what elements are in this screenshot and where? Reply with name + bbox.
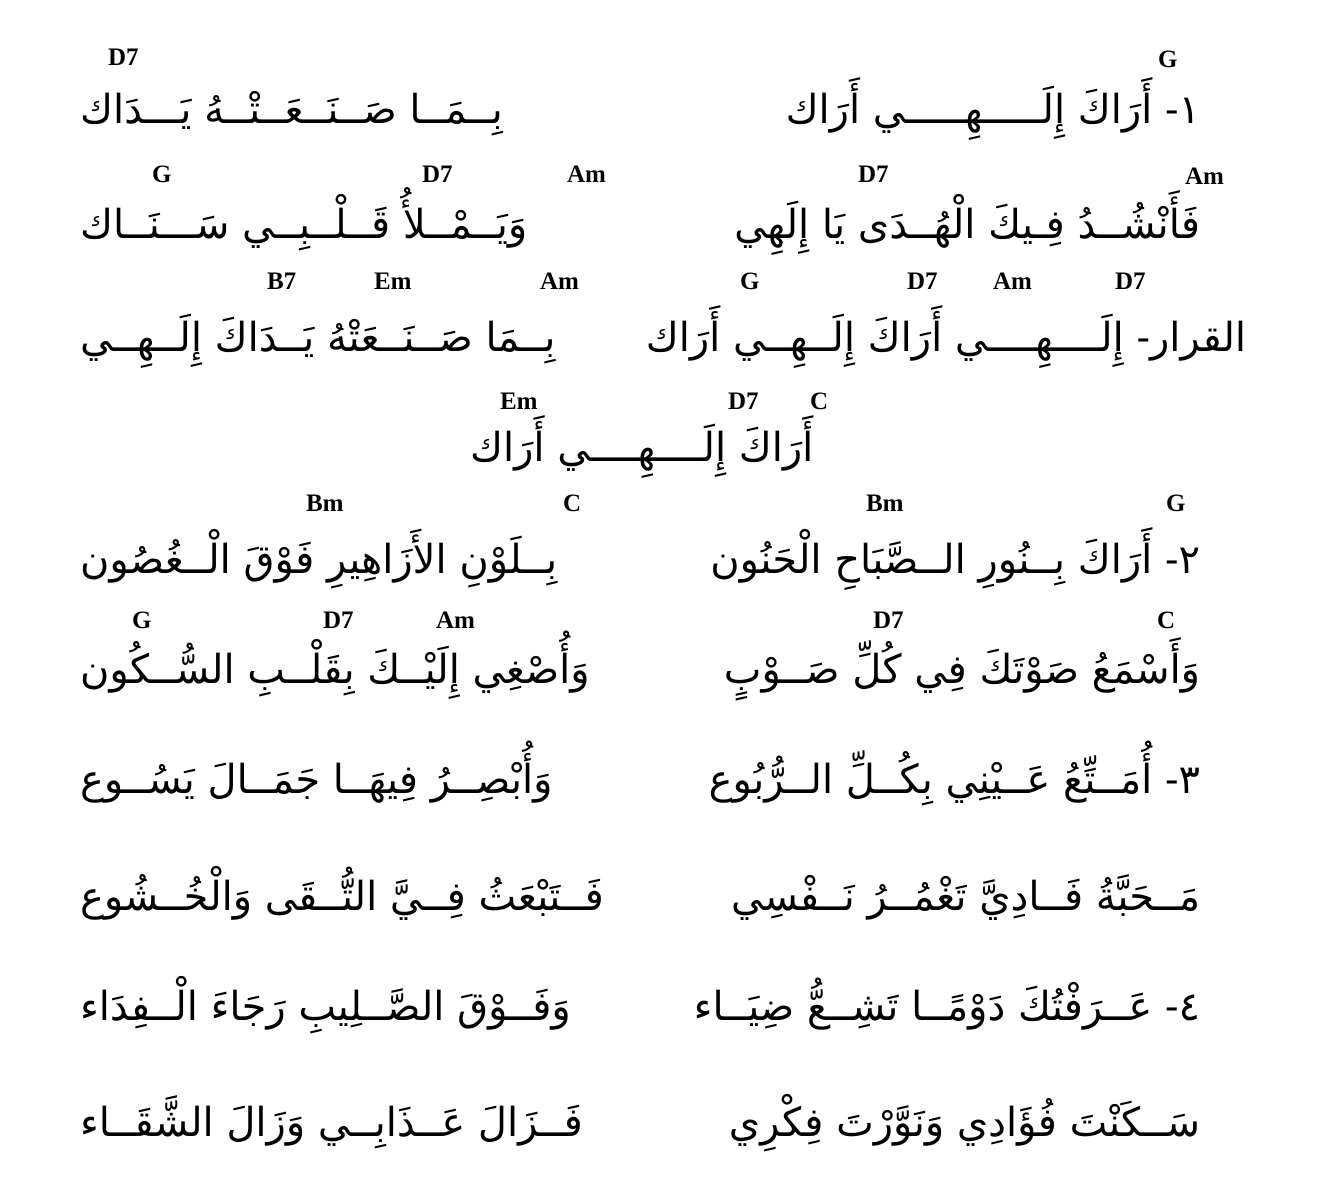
chord: D7 xyxy=(108,44,139,71)
chord: D7 xyxy=(422,161,453,188)
chord: Am xyxy=(540,268,579,295)
chord: Am xyxy=(567,161,606,188)
chord: D7 xyxy=(873,607,904,634)
lyric-hemistich: فَــتَبْعَثُ فِــيَّ التُّــقَى وَالْخُــشُوع xyxy=(80,874,604,920)
chord: D7 xyxy=(858,161,889,188)
lyric-hemistich: وَفَــوْقَ الصَّــلِيبِ رَجَاءَ الْــفِدَاء xyxy=(80,984,571,1030)
lyric-hemistich: وَيَــمْــلأُ قَــلْــبِــي سَـــنَــاك xyxy=(80,202,528,248)
lyric-hemistich: سَــكَنْتَ فُؤَادِي وَنَوَّرْتَ فِكْرِي xyxy=(728,1100,1200,1146)
lyric-hemistich: مَــحَبَّةُ فَــادِيَّ تَغْمُــرُ نَــفْسِي xyxy=(730,874,1200,920)
lyric-hemistich: وَأُبْصِــرُ فِيهَــا جَمَــالَ يَسُــوع xyxy=(80,757,553,803)
lyric-hemistich: ٣- أُمَــتِّعُ عَــيْنِي بِكُــلِّ الــرُّبُوع xyxy=(708,757,1200,803)
lyric-hemistich: القرار- إِلَــــهِــــي أَرَاكَ إِلَــهِــي أَرَاك xyxy=(645,315,1246,361)
chord: Em xyxy=(500,388,538,415)
lyric-hemistich: ٢- أَرَاكَ بِــنُورِ الــصَّبَاحِ الْحَنُون xyxy=(710,537,1200,583)
lyric-hemistich: فَــزَالَ عَــذَابِــي وَزَالَ الشَّقَــاء xyxy=(80,1100,583,1146)
lyric-hemistich: وَأَسْمَعُ صَوْتَكَ فِي كُلِّ صَــوْبٍ xyxy=(723,647,1200,693)
lyric-hemistich: ٤- عَــرَفْتُكَ دَوْمًــا تَشِــعُّ ضِيَــاء xyxy=(693,984,1200,1030)
chord: G xyxy=(132,607,152,634)
chord: Am xyxy=(993,268,1032,295)
chord: B7 xyxy=(267,268,297,295)
lyric-hemistich: بِــمَا صَــنَــعَتْهُ يَــدَاكَ إِلَــهِــي xyxy=(80,315,556,361)
chord: D7 xyxy=(323,607,354,634)
chord: C xyxy=(563,490,582,517)
chord: G xyxy=(1166,490,1186,517)
chord: G xyxy=(1158,46,1178,73)
lyric-hemistich: ١- أَرَاكَ إِلَـــــهِـــــي أَرَاك xyxy=(785,87,1200,133)
chord: G xyxy=(152,161,172,188)
chord: Em xyxy=(374,268,412,295)
lyric-hemistich: بِــمَــا صَــنَــعَــتْــهُ يَـــدَاك xyxy=(80,87,503,133)
lyric-line: أَرَاكَ إِلَــــهِــــي أَرَاك xyxy=(470,425,814,471)
chord: D7 xyxy=(907,268,938,295)
chord: G xyxy=(740,268,760,295)
lyric-hemistich: وَأُصْغِي إِلَيْــكَ بِقَلْــبِ السُّــكُون xyxy=(80,647,590,693)
lyric-hemistich: بِــلَوْنِ الأَزَاهِيرِ فَوْقَ الْــغُصُون xyxy=(80,537,558,583)
lyric-hemistich: فَأَنْشُــدُ فِـيكَ الْهُــدَى يَا إِلَهِي xyxy=(734,202,1200,248)
chord: D7 xyxy=(1115,268,1146,295)
chord: D7 xyxy=(728,388,759,415)
chord: C xyxy=(810,388,829,415)
chord: C xyxy=(1157,607,1176,634)
chord: Bm xyxy=(866,490,904,517)
chord: Am xyxy=(436,607,475,634)
chord: Am xyxy=(1185,163,1224,190)
chord: Bm xyxy=(306,490,344,517)
